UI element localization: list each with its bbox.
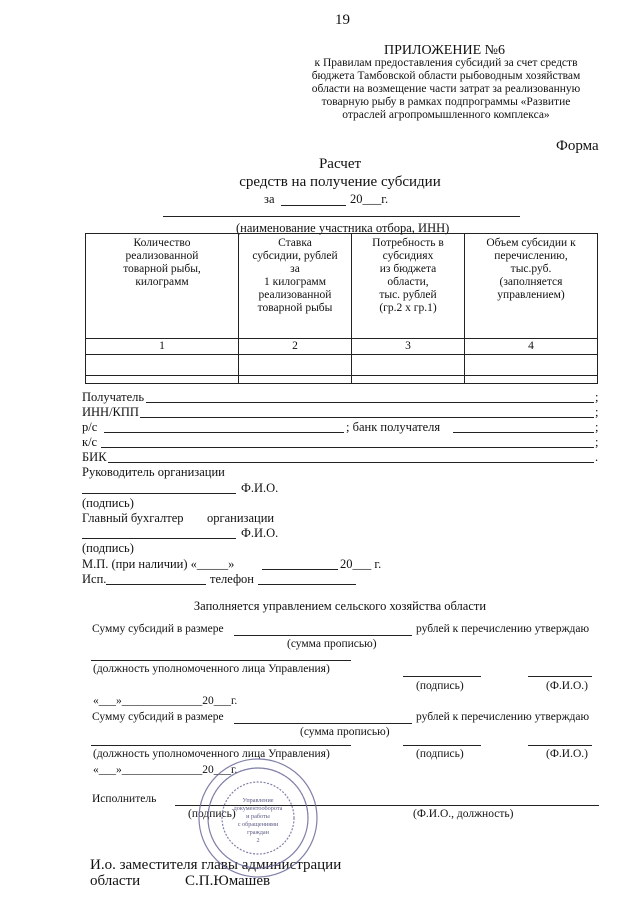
header-volume: Объем субсидии к перечислению, тыс.руб. (заполняется управлением) xyxy=(465,234,598,339)
amount-tail: рублей к перечислению утверждаю xyxy=(416,623,590,635)
head-fio-label: Ф.И.О. xyxy=(241,481,279,495)
amount-caption: (сумма прописью) xyxy=(287,638,377,650)
phone-label: телефон xyxy=(210,572,254,586)
chief-accountant-org: организации xyxy=(207,511,275,525)
executor-label: Исполнитель xyxy=(92,793,157,805)
period-prefix: за xyxy=(264,192,275,206)
chief-accountant-label: Главный бухгалтер xyxy=(82,511,184,525)
table-number-row xyxy=(86,339,598,355)
amount-label: Сумму субсидий в размере xyxy=(92,711,224,723)
participant-caption: (наименование участника отбора, ИНН) xyxy=(236,221,450,235)
stamp-date-year: 20___ г. xyxy=(340,557,382,571)
corr-account-label: к/с xyxy=(82,435,98,449)
stamp-text: с обращениями xyxy=(237,821,279,828)
department-heading: Заполняется управлением сельского хозяйства области xyxy=(193,599,487,613)
account-field-line[interactable] xyxy=(104,432,344,433)
position-field-line[interactable] xyxy=(91,660,351,661)
heading-subtitle: средств на получение субсидии xyxy=(239,174,441,190)
period-year: 20___г. xyxy=(350,192,389,206)
bank-label: ; банк получателя xyxy=(346,420,441,434)
date-line[interactable]: «___»______________20___г. xyxy=(93,695,238,707)
fio-field-line[interactable] xyxy=(528,676,592,677)
column-number: 3 xyxy=(352,339,465,355)
end-mark: . xyxy=(595,450,599,464)
date-line[interactable]: «___»______________20___г. xyxy=(93,764,238,776)
phone-field-line[interactable] xyxy=(258,584,356,585)
period-field-line[interactable] xyxy=(281,205,346,206)
fio-field-line[interactable] xyxy=(528,745,592,746)
header-rate: Ставка субсидии, рублей за 1 килограмм реализованной товарной рыбы xyxy=(239,234,352,339)
accountant-fio-label: Ф.И.О. xyxy=(241,526,279,540)
fio-caption: (Ф.И.О.) xyxy=(546,680,588,692)
recipient-field-line[interactable] xyxy=(146,402,594,403)
table-cell[interactable] xyxy=(352,355,465,376)
stamp-text: Управление xyxy=(242,797,274,804)
amount-label: Сумму субсидий в размере xyxy=(92,623,224,635)
position-field-line[interactable] xyxy=(91,745,351,746)
amount-field-line[interactable] xyxy=(234,723,412,724)
bank-field-line[interactable] xyxy=(453,432,594,433)
table-cell[interactable] xyxy=(86,355,239,376)
footer-position: И.о. заместителя главы администрации xyxy=(90,857,342,873)
head-signature-line[interactable] xyxy=(82,493,236,494)
table-cell[interactable] xyxy=(465,355,598,376)
inn-kpp-field-line[interactable] xyxy=(140,417,594,418)
table-row xyxy=(86,376,598,384)
stamp-text: и работы xyxy=(246,813,270,820)
bik-field-line[interactable] xyxy=(108,462,594,463)
appendix-line: к Правилам предоставления субсидий за счет средств xyxy=(314,57,578,69)
appendix-line: товарную рыбу в рамках подпрограммы «Развитие xyxy=(321,96,571,108)
table-row xyxy=(86,355,598,376)
position-caption: (должность уполномоченного лица Управления) xyxy=(93,748,330,760)
accountant-signature-line[interactable] xyxy=(82,538,236,539)
fio-caption: (Ф.И.О.) xyxy=(546,748,588,760)
stamp-date-field-line[interactable] xyxy=(262,569,338,570)
table-cell[interactable] xyxy=(86,376,239,384)
head-signature-caption: (подпись) xyxy=(82,496,134,510)
footer-signer: С.П.Юмашев xyxy=(185,873,271,889)
recipient-label: Получатель xyxy=(82,390,145,404)
corr-account-field-line[interactable] xyxy=(101,447,594,448)
executor-sig-caption: (подпись) xyxy=(188,808,236,820)
heading-title: Расчет xyxy=(318,156,362,172)
column-number: 1 xyxy=(86,339,239,355)
executor-fio-caption: (Ф.И.О., должность) xyxy=(413,808,514,820)
official-stamp xyxy=(196,756,320,880)
table-cell[interactable] xyxy=(239,355,352,376)
appendix-line: отраслей агропромышленного комплекса» xyxy=(342,109,550,121)
header-need: Потребность в субсидиях из бюджета области, тыс. рублей (гр.2 х гр.1) xyxy=(352,234,465,339)
end-mark: ; xyxy=(595,435,599,449)
column-number: 2 xyxy=(239,339,352,355)
appendix-line: области на возмещение части затрат за реализованную xyxy=(311,83,581,95)
executor-label: Исп. xyxy=(82,572,107,586)
signature-field-line[interactable] xyxy=(403,745,481,746)
end-mark: ; xyxy=(595,420,599,434)
inn-kpp-label: ИНН/КПП xyxy=(82,405,139,419)
appendix-line: бюджета Тамбовской области рыбоводным хозяйствам xyxy=(311,70,581,82)
stamp-date-label: М.П. (при наличии) «_____» xyxy=(82,557,235,571)
stamp-text: документооборота xyxy=(233,805,283,812)
executor-field-line[interactable] xyxy=(106,584,206,585)
stamp-text: 2 xyxy=(256,837,260,844)
footer-region: области xyxy=(90,873,141,889)
stamp-text: граждан xyxy=(247,829,269,836)
head-of-org-label: Руководитель организации xyxy=(82,465,225,479)
form-label: Форма xyxy=(556,138,599,154)
amount-field-line[interactable] xyxy=(234,635,412,636)
table-header-row xyxy=(86,234,598,339)
position-caption: (должность уполномоченного лица Управления) xyxy=(93,663,330,675)
signature-field-line[interactable] xyxy=(403,676,481,677)
table-cell[interactable] xyxy=(465,376,598,384)
amount-tail: рублей к перечислению утверждаю xyxy=(416,711,590,723)
column-number: 4 xyxy=(465,339,598,355)
signature-caption: (подпись) xyxy=(416,748,464,760)
header-quantity: Количество реализованной товарной рыбы, килограмм xyxy=(86,234,239,339)
table-cell[interactable] xyxy=(239,376,352,384)
end-mark: ; xyxy=(595,405,599,419)
appendix-title: ПРИЛОЖЕНИЕ №6 xyxy=(384,43,505,58)
page-number: 19 xyxy=(335,12,350,28)
signature-caption: (подпись) xyxy=(416,680,464,692)
calculation-table xyxy=(85,233,598,384)
accountant-signature-caption: (подпись) xyxy=(82,541,134,555)
participant-field-line[interactable] xyxy=(163,216,520,217)
amount-caption: (сумма прописью) xyxy=(300,726,390,738)
bik-label: БИК xyxy=(82,450,107,464)
table-cell[interactable] xyxy=(352,376,465,384)
account-label: р/с xyxy=(82,420,98,434)
appendix-text xyxy=(286,57,606,122)
end-mark: ; xyxy=(595,390,599,404)
